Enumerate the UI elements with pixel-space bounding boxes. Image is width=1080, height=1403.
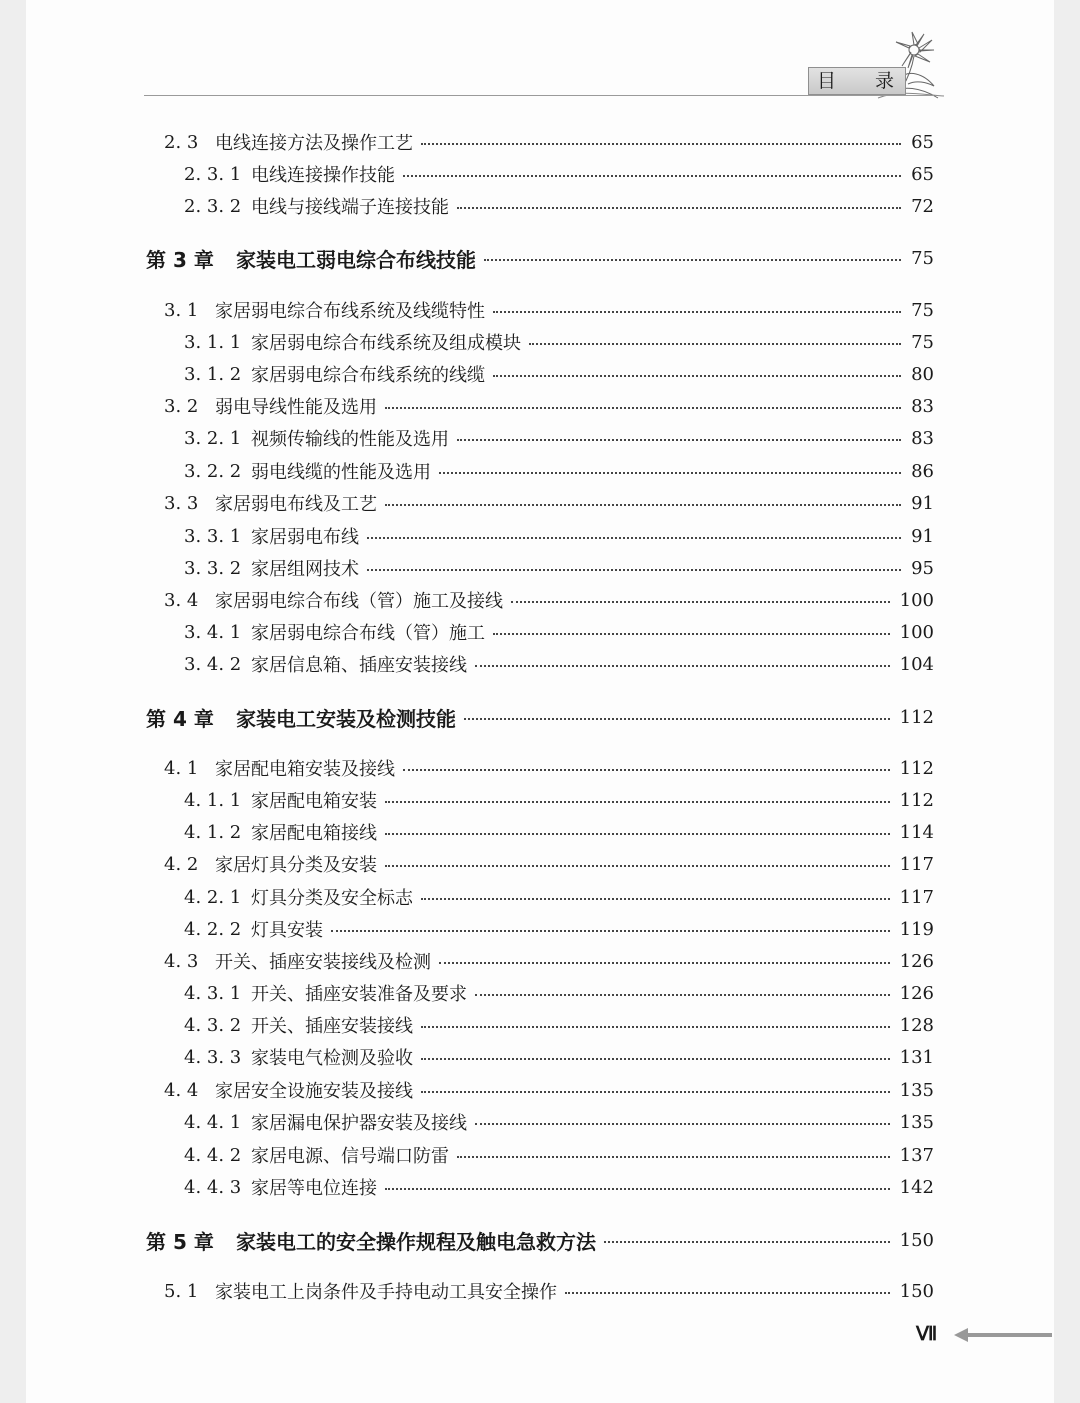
toc-title: 家居漏电保护器安装及接线	[251, 1113, 467, 1134]
toc-leader-dots	[457, 207, 901, 209]
toc-number: 第 5 章	[146, 1229, 214, 1254]
toc-title: 家居弱电综合布线（管）施工	[251, 623, 485, 644]
toc-number: 4. 3. 2	[184, 1014, 242, 1036]
toc-row[interactable]	[0, 648, 1080, 680]
toc-leader-dots	[493, 375, 901, 377]
toc-row[interactable]	[0, 816, 1080, 848]
toc-title: 开关、插座安装准备及要求	[251, 984, 467, 1005]
toc-title: 家装电工安装及检测技能	[236, 706, 456, 731]
toc-page-number: 117	[899, 886, 934, 908]
toc-leader-dots	[604, 1241, 890, 1243]
toc-row[interactable]	[0, 1275, 1080, 1307]
toc-number: 2. 3. 2	[184, 195, 242, 217]
toc-page-number: 119	[899, 918, 934, 940]
page-folio: Ⅶ	[916, 1324, 938, 1345]
toc-page-number: 112	[899, 706, 934, 728]
toc-title: 家居弱电综合布线（管）施工及接线	[215, 591, 503, 612]
toc-number: 2. 3. 1	[184, 163, 242, 185]
toc-page-number: 142	[899, 1176, 934, 1198]
toc-number: 3. 4. 2	[184, 653, 242, 675]
toc-page-number: 83	[911, 427, 934, 449]
toc-title: 弱电线缆的性能及选用	[251, 462, 431, 483]
toc-leader-dots	[475, 665, 890, 667]
toc-number: 3. 3	[164, 492, 199, 514]
toc-row[interactable]	[0, 784, 1080, 816]
toc-number: 3. 1	[164, 299, 199, 321]
toc-row[interactable]	[0, 584, 1080, 616]
toc-title: 家居弱电综合布线系统及线缆特性	[215, 301, 485, 322]
toc-leader-dots	[421, 1091, 890, 1093]
toc-row[interactable]	[0, 487, 1080, 519]
toc-row[interactable]	[0, 422, 1080, 454]
toc-title: 家装电工的安全操作规程及触电急救方法	[236, 1229, 596, 1254]
toc-page-number: 83	[911, 395, 934, 417]
toc-chapter-row[interactable]	[0, 701, 1080, 733]
toc-page-number: 150	[899, 1280, 934, 1302]
toc-page-number: 91	[911, 492, 934, 514]
toc-leader-dots	[493, 311, 901, 313]
toc-row[interactable]	[0, 455, 1080, 487]
toc-row[interactable]	[0, 1106, 1080, 1138]
toc-title: 灯具分类及安全标志	[251, 888, 413, 909]
toc-leader-dots	[385, 504, 901, 506]
toc-row[interactable]	[0, 294, 1080, 326]
toc-number: 3. 2. 1	[184, 427, 242, 449]
header-title-char-1: 目	[817, 70, 837, 92]
toc-page-number: 95	[911, 557, 934, 579]
toc-leader-dots	[367, 537, 901, 539]
toc-title: 家装电气检测及验收	[251, 1048, 413, 1069]
toc-row[interactable]	[0, 190, 1080, 222]
header-title-char-2: 录	[875, 70, 895, 92]
toc-title: 电线连接方法及操作工艺	[215, 133, 413, 154]
toc-page-number: 137	[899, 1144, 934, 1166]
toc-leader-dots	[421, 898, 890, 900]
toc-title: 家居弱电布线及工艺	[215, 494, 377, 515]
toc-row[interactable]	[0, 945, 1080, 977]
toc-page-number: 114	[899, 821, 934, 843]
toc-page-number: 135	[899, 1079, 934, 1101]
toc-leader-dots	[475, 1123, 890, 1125]
toc-number: 第 3 章	[146, 247, 214, 272]
toc-title: 电线连接操作技能	[251, 165, 395, 186]
arrow-left-icon	[954, 1326, 1052, 1344]
toc-number: 4. 3. 1	[184, 982, 242, 1004]
toc-number: 5. 1	[164, 1280, 199, 1302]
toc-number: 3. 1. 1	[184, 331, 242, 353]
toc-row[interactable]	[0, 881, 1080, 913]
toc-row[interactable]	[0, 126, 1080, 158]
toc-leader-dots	[439, 962, 890, 964]
toc-number: 4. 2. 1	[184, 886, 242, 908]
header-title-box	[808, 67, 906, 95]
toc-page-number: 91	[911, 525, 934, 547]
toc-page-number: 86	[911, 460, 934, 482]
toc-leader-dots	[385, 1188, 890, 1190]
toc-row[interactable]	[0, 977, 1080, 1009]
toc-title: 家居配电箱接线	[251, 823, 377, 844]
toc-number: 3. 4. 1	[184, 621, 242, 643]
toc-title: 家居安全设施安装及接线	[215, 1081, 413, 1102]
toc-number: 3. 3. 1	[184, 525, 242, 547]
toc-number: 4. 1. 2	[184, 821, 242, 843]
toc-number: 4. 4. 2	[184, 1144, 242, 1166]
toc-page-number: 117	[899, 853, 934, 875]
toc-page-number: 80	[911, 363, 934, 385]
toc-leader-dots	[385, 833, 890, 835]
toc-page-number: 135	[899, 1111, 934, 1133]
toc-title: 家居组网技术	[251, 559, 359, 580]
toc-row[interactable]	[0, 913, 1080, 945]
toc-number: 4. 3	[164, 950, 199, 972]
toc-leader-dots	[464, 718, 890, 720]
toc-chapter-row[interactable]	[0, 242, 1080, 274]
toc-leader-dots	[511, 601, 890, 603]
toc-page-number: 112	[899, 789, 934, 811]
toc-chapter-row[interactable]	[0, 1224, 1080, 1256]
toc-page-number: 65	[911, 163, 934, 185]
toc-leader-dots	[484, 259, 901, 261]
toc-page-number: 100	[899, 621, 934, 643]
toc-title: 家居弱电布线	[251, 527, 359, 548]
toc-number: 4. 4	[164, 1079, 199, 1101]
toc-leader-dots	[421, 1026, 890, 1028]
toc-leader-dots	[331, 930, 890, 932]
toc-title: 家居灯具分类及安装	[215, 855, 377, 876]
toc-title: 家装电工弱电综合布线技能	[236, 247, 476, 272]
toc-leader-dots	[475, 994, 890, 996]
toc-leader-dots	[457, 439, 901, 441]
toc-page-number: 126	[899, 982, 934, 1004]
toc-number: 4. 2	[164, 853, 199, 875]
toc-title: 家居信息箱、插座安装接线	[251, 655, 467, 676]
toc-number: 第 4 章	[146, 706, 214, 731]
toc-leader-dots	[403, 175, 901, 177]
toc-page-number: 100	[899, 589, 934, 611]
toc-row[interactable]	[0, 1074, 1080, 1106]
toc-leader-dots	[385, 801, 890, 803]
toc-title: 开关、插座安装接线及检测	[215, 952, 431, 973]
toc-page-number: 126	[899, 950, 934, 972]
toc-page-number: 112	[899, 757, 934, 779]
toc-leader-dots	[421, 143, 901, 145]
header-rule	[144, 95, 934, 96]
toc-row[interactable]	[0, 752, 1080, 784]
toc-number: 4. 2. 2	[184, 918, 242, 940]
toc-title: 家居配电箱安装	[251, 791, 377, 812]
toc-page-number: 75	[911, 299, 934, 321]
toc-leader-dots	[565, 1292, 890, 1294]
toc-page-number: 75	[911, 247, 934, 269]
toc-title: 家居配电箱安装及接线	[215, 759, 395, 780]
toc-row[interactable]	[0, 158, 1080, 190]
toc-row[interactable]	[0, 326, 1080, 358]
toc-page-number: 104	[899, 653, 934, 675]
toc-title: 弱电导线性能及选用	[215, 397, 377, 418]
toc-number: 4. 3. 3	[184, 1046, 242, 1068]
toc-leader-dots	[439, 472, 901, 474]
toc-number: 3. 4	[164, 589, 199, 611]
toc-title: 家装电工上岗条件及手持电动工具安全操作	[215, 1282, 557, 1303]
toc-title: 视频传输线的性能及选用	[251, 429, 449, 450]
toc-number: 3. 1. 2	[184, 363, 242, 385]
toc-page-number: 72	[911, 195, 934, 217]
toc-row[interactable]	[0, 1041, 1080, 1073]
toc-row[interactable]	[0, 616, 1080, 648]
toc-number: 4. 1	[164, 757, 199, 779]
toc-leader-dots	[529, 343, 901, 345]
toc-row[interactable]	[0, 1139, 1080, 1171]
toc-number: 4. 1. 1	[184, 789, 242, 811]
toc-row[interactable]	[0, 1171, 1080, 1203]
toc-row[interactable]	[0, 390, 1080, 422]
toc-row[interactable]	[0, 552, 1080, 584]
toc-number: 3. 3. 2	[184, 557, 242, 579]
toc-title: 家居等电位连接	[251, 1178, 377, 1199]
toc-row[interactable]	[0, 520, 1080, 552]
toc-number: 3. 2	[164, 395, 199, 417]
toc-title: 灯具安装	[251, 920, 323, 941]
toc-page-number: 128	[899, 1014, 934, 1036]
toc-number: 3. 2. 2	[184, 460, 242, 482]
toc-title: 家居弱电综合布线系统的线缆	[251, 365, 485, 386]
toc-leader-dots	[493, 633, 890, 635]
toc-title: 电线与接线端子连接技能	[251, 197, 449, 218]
toc-leader-dots	[367, 569, 901, 571]
toc-leader-dots	[385, 407, 901, 409]
toc-row[interactable]	[0, 848, 1080, 880]
toc-row[interactable]	[0, 358, 1080, 390]
toc-page-number: 75	[911, 331, 934, 353]
toc-title: 开关、插座安装接线	[251, 1016, 413, 1037]
toc-leader-dots	[421, 1058, 890, 1060]
toc-title: 家居弱电综合布线系统及组成模块	[251, 333, 521, 354]
toc-row[interactable]	[0, 1009, 1080, 1041]
toc-page-number: 65	[911, 131, 934, 153]
toc-page-number: 150	[899, 1229, 934, 1251]
toc-number: 4. 4. 1	[184, 1111, 242, 1133]
toc-number: 2. 3	[164, 131, 199, 153]
toc-leader-dots	[385, 865, 890, 867]
toc-page-number: 131	[899, 1046, 934, 1068]
toc-number: 4. 4. 3	[184, 1176, 242, 1198]
toc-leader-dots	[457, 1156, 890, 1158]
toc-leader-dots	[403, 769, 890, 771]
toc-title: 家居电源、信号端口防雷	[251, 1146, 449, 1167]
